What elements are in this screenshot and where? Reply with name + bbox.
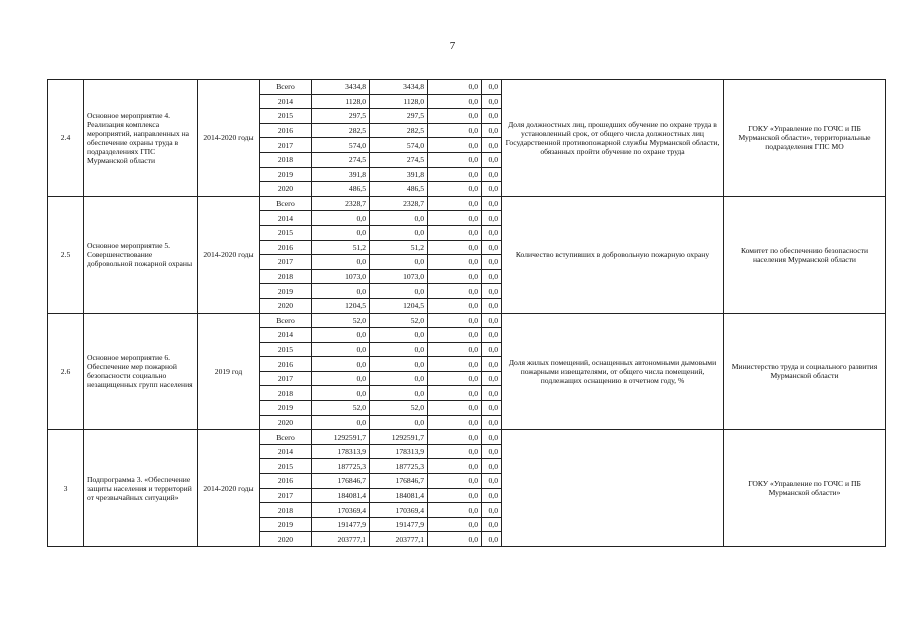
- regional-budget-cell: 282,5: [370, 123, 428, 138]
- regional-budget-cell: 3434,8: [370, 80, 428, 95]
- regional-budget-cell: 0,0: [370, 371, 428, 386]
- total-funding-cell: 274,5: [312, 152, 370, 167]
- section-term: 2014-2020 годы: [198, 430, 260, 547]
- year-cell: 2020: [260, 532, 312, 547]
- page-number: 7: [449, 40, 456, 52]
- federal-budget-cell: 0,0: [428, 152, 482, 167]
- other-sources-cell: 0,0: [482, 269, 502, 284]
- total-funding-cell: 1128,0: [312, 94, 370, 109]
- total-funding-cell: 52,0: [312, 401, 370, 416]
- program-activities-table: [47, 79, 886, 547]
- year-cell: 2019: [260, 517, 312, 532]
- year-cell: 2014: [260, 211, 312, 226]
- year-cell: 2020: [260, 298, 312, 313]
- regional-budget-cell: 170369,4: [370, 503, 428, 518]
- federal-budget-cell: 0,0: [428, 298, 482, 313]
- total-funding-cell: 297,5: [312, 109, 370, 124]
- other-sources-cell: 0,0: [482, 430, 502, 445]
- table-row: [48, 196, 886, 211]
- other-sources-cell: 0,0: [482, 386, 502, 401]
- other-sources-cell: 0,0: [482, 225, 502, 240]
- section-term: 2019 год: [198, 313, 260, 430]
- total-funding-cell: 282,5: [312, 123, 370, 138]
- other-sources-cell: 0,0: [482, 182, 502, 197]
- other-sources-cell: 0,0: [482, 328, 502, 343]
- section-name: Основное мероприятие 4. Реализация комплекса мероприятий, направленных на обеспечение охраны труда в подразделениях ГПС Мурманской области: [84, 80, 198, 197]
- table-body: [48, 80, 886, 547]
- federal-budget-cell: 0,0: [428, 328, 482, 343]
- federal-budget-cell: 0,0: [428, 284, 482, 299]
- other-sources-cell: 0,0: [482, 401, 502, 416]
- federal-budget-cell: 0,0: [428, 138, 482, 153]
- regional-budget-cell: 0,0: [370, 328, 428, 343]
- total-funding-cell: 0,0: [312, 342, 370, 357]
- other-sources-cell: 0,0: [482, 240, 502, 255]
- regional-budget-cell: 1073,0: [370, 269, 428, 284]
- regional-budget-cell: 0,0: [370, 225, 428, 240]
- other-sources-cell: 0,0: [482, 167, 502, 182]
- year-cell: 2020: [260, 415, 312, 430]
- federal-budget-cell: 0,0: [428, 269, 482, 284]
- section-name: Подпрограмма 3. «Обеспечение защиты населения и территорий от чрезвычайных ситуаций»: [84, 430, 198, 547]
- other-sources-cell: 0,0: [482, 255, 502, 270]
- regional-budget-cell: 1292591,7: [370, 430, 428, 445]
- other-sources-cell: 0,0: [482, 123, 502, 138]
- other-sources-cell: 0,0: [482, 152, 502, 167]
- federal-budget-cell: 0,0: [428, 167, 482, 182]
- indicator-cell: Количество вступивших в добровольную пожарную охрану: [502, 196, 724, 313]
- other-sources-cell: 0,0: [482, 284, 502, 299]
- federal-budget-cell: 0,0: [428, 503, 482, 518]
- other-sources-cell: 0,0: [482, 196, 502, 211]
- other-sources-cell: 0,0: [482, 211, 502, 226]
- year-cell: 2017: [260, 488, 312, 503]
- total-funding-cell: 0,0: [312, 225, 370, 240]
- total-funding-cell: 170369,4: [312, 503, 370, 518]
- total-funding-cell: 0,0: [312, 284, 370, 299]
- regional-budget-cell: 0,0: [370, 255, 428, 270]
- regional-budget-cell: 0,0: [370, 342, 428, 357]
- federal-budget-cell: 0,0: [428, 532, 482, 547]
- total-funding-cell: 1292591,7: [312, 430, 370, 445]
- year-cell: 2014: [260, 444, 312, 459]
- section-number: 2.5: [48, 196, 84, 313]
- year-cell: 2016: [260, 123, 312, 138]
- total-funding-cell: 52,0: [312, 313, 370, 328]
- total-funding-cell: 574,0: [312, 138, 370, 153]
- total-funding-cell: 176846,7: [312, 474, 370, 489]
- regional-budget-cell: 51,2: [370, 240, 428, 255]
- other-sources-cell: 0,0: [482, 80, 502, 95]
- federal-budget-cell: 0,0: [428, 94, 482, 109]
- year-cell: 2014: [260, 328, 312, 343]
- total-funding-cell: 191477,9: [312, 517, 370, 532]
- total-funding-cell: 486,5: [312, 182, 370, 197]
- regional-budget-cell: 191477,9: [370, 517, 428, 532]
- total-funding-cell: 3434,8: [312, 80, 370, 95]
- regional-budget-cell: 0,0: [370, 284, 428, 299]
- federal-budget-cell: 0,0: [428, 386, 482, 401]
- regional-budget-cell: 203777,1: [370, 532, 428, 547]
- year-cell: 2016: [260, 474, 312, 489]
- regional-budget-cell: 0,0: [370, 211, 428, 226]
- other-sources-cell: 0,0: [482, 532, 502, 547]
- regional-budget-cell: 486,5: [370, 182, 428, 197]
- federal-budget-cell: 0,0: [428, 182, 482, 197]
- year-cell: Всего: [260, 196, 312, 211]
- year-cell: 2018: [260, 269, 312, 284]
- regional-budget-cell: 176846,7: [370, 474, 428, 489]
- year-cell: Всего: [260, 313, 312, 328]
- total-funding-cell: 0,0: [312, 386, 370, 401]
- other-sources-cell: 0,0: [482, 357, 502, 372]
- regional-budget-cell: 391,8: [370, 167, 428, 182]
- year-cell: 2015: [260, 459, 312, 474]
- regional-budget-cell: 2328,7: [370, 196, 428, 211]
- other-sources-cell: 0,0: [482, 503, 502, 518]
- other-sources-cell: 0,0: [482, 298, 502, 313]
- federal-budget-cell: 0,0: [428, 474, 482, 489]
- executor-cell: Министерство труда и социального развития Мурманской области: [724, 313, 886, 430]
- other-sources-cell: 0,0: [482, 459, 502, 474]
- other-sources-cell: 0,0: [482, 138, 502, 153]
- year-cell: 2020: [260, 182, 312, 197]
- regional-budget-cell: 187725,3: [370, 459, 428, 474]
- total-funding-cell: 0,0: [312, 328, 370, 343]
- year-cell: 2016: [260, 240, 312, 255]
- federal-budget-cell: 0,0: [428, 109, 482, 124]
- indicator-cell: Доля должностных лиц, прошедших обучение по охране труда в установленный срок, от общего числа должностных лиц Государственной противопожарной службы Мурманской области, обязанных пройти обучение по охране труда: [502, 80, 724, 197]
- executor-cell: ГОКУ «Управление по ГОЧС и ПБ Мурманской области», территориальные подразделения ГПС МО: [724, 80, 886, 197]
- other-sources-cell: 0,0: [482, 415, 502, 430]
- federal-budget-cell: 0,0: [428, 357, 482, 372]
- section-term: 2014-2020 годы: [198, 196, 260, 313]
- section-name: Основное мероприятие 5. Совершенствование добровольной пожарной охраны: [84, 196, 198, 313]
- total-funding-cell: 1204,5: [312, 298, 370, 313]
- other-sources-cell: 0,0: [482, 342, 502, 357]
- year-cell: 2017: [260, 255, 312, 270]
- year-cell: 2019: [260, 167, 312, 182]
- other-sources-cell: 0,0: [482, 109, 502, 124]
- federal-budget-cell: 0,0: [428, 123, 482, 138]
- year-cell: 2016: [260, 357, 312, 372]
- regional-budget-cell: 0,0: [370, 357, 428, 372]
- section-name: Основное мероприятие 6. Обеспечение мер пожарной безопасности социально незащищенных групп населения: [84, 313, 198, 430]
- total-funding-cell: 0,0: [312, 255, 370, 270]
- year-cell: 2019: [260, 284, 312, 299]
- section-number: 2.4: [48, 80, 84, 197]
- total-funding-cell: 1073,0: [312, 269, 370, 284]
- regional-budget-cell: 52,0: [370, 313, 428, 328]
- regional-budget-cell: 574,0: [370, 138, 428, 153]
- other-sources-cell: 0,0: [482, 371, 502, 386]
- regional-budget-cell: 297,5: [370, 109, 428, 124]
- federal-budget-cell: 0,0: [428, 459, 482, 474]
- indicator-cell: Доля жилых помещений, оснащенных автономными дымовыми пожарными извещателями, от общего числа помещений, подлежащих оснащению в отчетном году, %: [502, 313, 724, 430]
- federal-budget-cell: 0,0: [428, 342, 482, 357]
- year-cell: 2014: [260, 94, 312, 109]
- federal-budget-cell: 0,0: [428, 401, 482, 416]
- other-sources-cell: 0,0: [482, 94, 502, 109]
- total-funding-cell: 184081,4: [312, 488, 370, 503]
- year-cell: 2018: [260, 152, 312, 167]
- federal-budget-cell: 0,0: [428, 430, 482, 445]
- federal-budget-cell: 0,0: [428, 80, 482, 95]
- federal-budget-cell: 0,0: [428, 444, 482, 459]
- regional-budget-cell: 1204,5: [370, 298, 428, 313]
- section-term: 2014-2020 годы: [198, 80, 260, 197]
- federal-budget-cell: 0,0: [428, 211, 482, 226]
- federal-budget-cell: 0,0: [428, 488, 482, 503]
- other-sources-cell: 0,0: [482, 313, 502, 328]
- other-sources-cell: 0,0: [482, 517, 502, 532]
- year-cell: 2017: [260, 371, 312, 386]
- table-row: [48, 313, 886, 328]
- year-cell: Всего: [260, 430, 312, 445]
- federal-budget-cell: 0,0: [428, 313, 482, 328]
- federal-budget-cell: 0,0: [428, 225, 482, 240]
- regional-budget-cell: 184081,4: [370, 488, 428, 503]
- regional-budget-cell: 0,0: [370, 415, 428, 430]
- regional-budget-cell: 0,0: [370, 386, 428, 401]
- regional-budget-cell: 1128,0: [370, 94, 428, 109]
- section-number: 2.6: [48, 313, 84, 430]
- total-funding-cell: 178313,9: [312, 444, 370, 459]
- year-cell: 2015: [260, 225, 312, 240]
- total-funding-cell: 0,0: [312, 211, 370, 226]
- table-row: [48, 80, 886, 95]
- total-funding-cell: 203777,1: [312, 532, 370, 547]
- executor-cell: ГОКУ «Управление по ГОЧС и ПБ Мурманской области»: [724, 430, 886, 547]
- year-cell: 2018: [260, 503, 312, 518]
- federal-budget-cell: 0,0: [428, 240, 482, 255]
- total-funding-cell: 391,8: [312, 167, 370, 182]
- executor-cell: Комитет по обеспечению безопасности населения Мурманской области: [724, 196, 886, 313]
- regional-budget-cell: 178313,9: [370, 444, 428, 459]
- year-cell: 2019: [260, 401, 312, 416]
- total-funding-cell: 0,0: [312, 357, 370, 372]
- regional-budget-cell: 274,5: [370, 152, 428, 167]
- year-cell: Всего: [260, 80, 312, 95]
- total-funding-cell: 0,0: [312, 371, 370, 386]
- other-sources-cell: 0,0: [482, 488, 502, 503]
- federal-budget-cell: 0,0: [428, 415, 482, 430]
- year-cell: 2015: [260, 109, 312, 124]
- total-funding-cell: 187725,3: [312, 459, 370, 474]
- table-row: [48, 430, 886, 445]
- federal-budget-cell: 0,0: [428, 196, 482, 211]
- total-funding-cell: 0,0: [312, 415, 370, 430]
- total-funding-cell: 51,2: [312, 240, 370, 255]
- year-cell: 2017: [260, 138, 312, 153]
- other-sources-cell: 0,0: [482, 474, 502, 489]
- year-cell: 2018: [260, 386, 312, 401]
- year-cell: 2015: [260, 342, 312, 357]
- regional-budget-cell: 52,0: [370, 401, 428, 416]
- federal-budget-cell: 0,0: [428, 255, 482, 270]
- section-number: 3: [48, 430, 84, 547]
- federal-budget-cell: 0,0: [428, 517, 482, 532]
- federal-budget-cell: 0,0: [428, 371, 482, 386]
- total-funding-cell: 2328,7: [312, 196, 370, 211]
- other-sources-cell: 0,0: [482, 444, 502, 459]
- indicator-cell: [502, 430, 724, 547]
